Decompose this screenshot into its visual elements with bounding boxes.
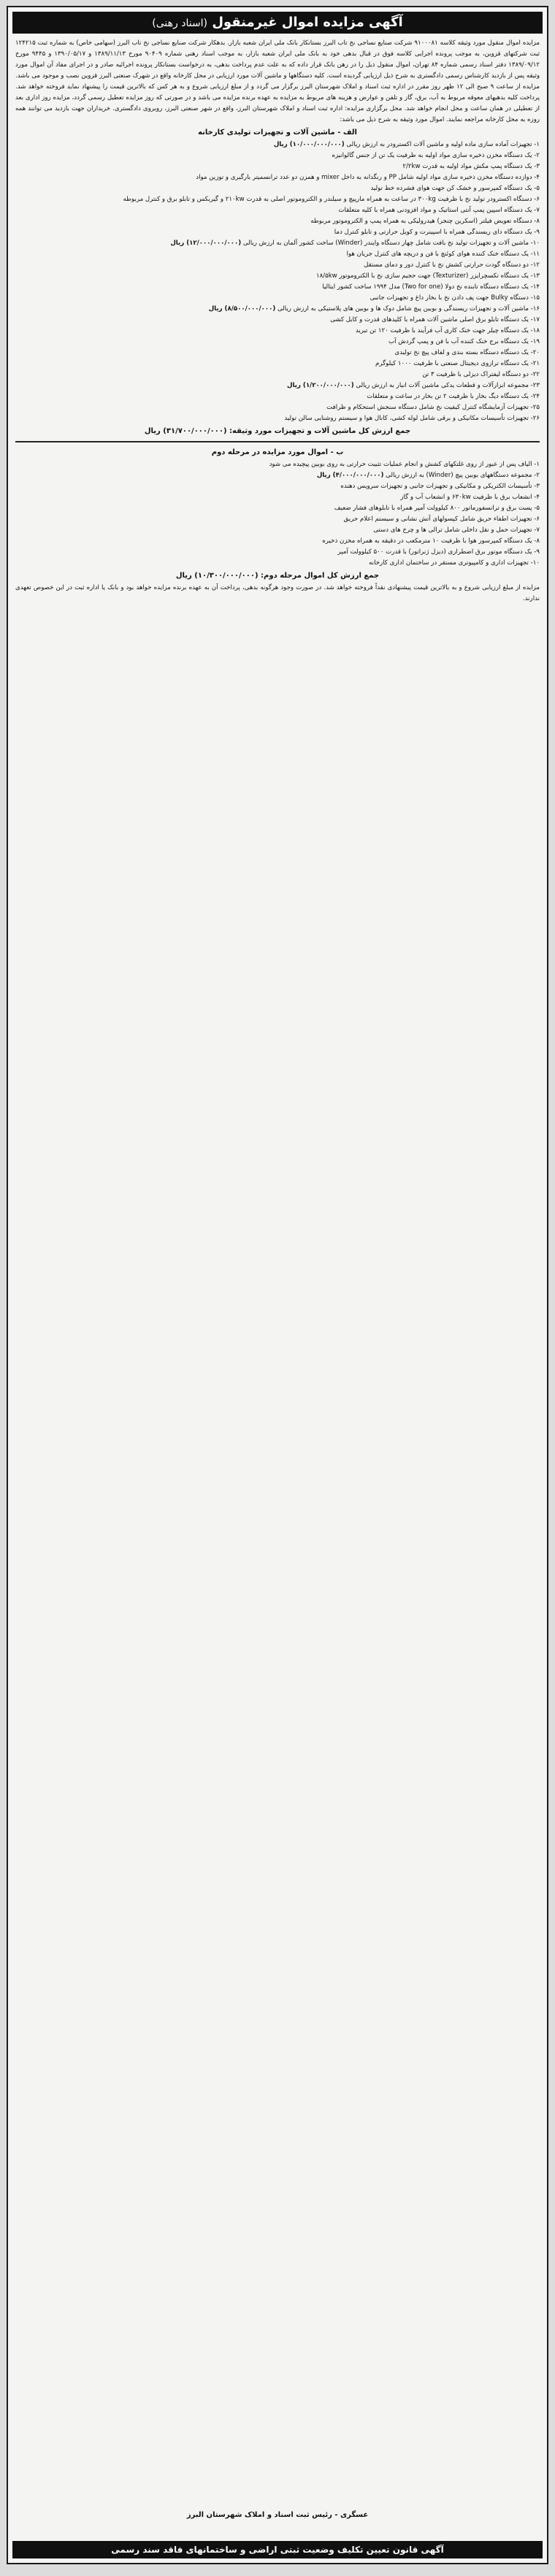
list-item-price: (۱۲/۰۰۰/۰۰۰/۰۰۰) ریال xyxy=(170,239,242,247)
list-item-price: (۱۰/۰۰۰/۰۰۰/۰۰۰) ریال xyxy=(273,141,345,148)
list-item xyxy=(15,326,540,337)
ad-header xyxy=(12,12,543,34)
list-item-text: ۱۰- تجهیزات اداری و کامپیوتری مستقر در ساختمان اداری کارخانه xyxy=(369,559,540,567)
list-item-text: ۲۳- مجموعه ابزارآلات و قطعات یدکی ماشین آلات انبار به ارزش ریالی xyxy=(356,382,540,389)
list-item xyxy=(15,282,540,293)
list-item xyxy=(15,525,540,536)
list-item-text: ۲۲- دو دستگاه لیفتراک دیزلی با ظرفیت ۳ تن xyxy=(422,371,540,378)
list-item xyxy=(15,139,540,150)
ad-signature xyxy=(15,2509,540,2538)
list-item xyxy=(15,183,540,194)
list-item-text: ۵- یک دستگاه کمپرسور و خشک کن جهت هوای فشرده خط تولید xyxy=(370,185,540,192)
list-item-text: ۳- تأسیسات الکتریکی و مکانیکی و تجهیزات جانبی و تجهیزات سرویس دهنده xyxy=(340,483,540,490)
section-divider xyxy=(15,441,540,442)
list-item-text: ۲۵- تجهیزات آزمایشگاه کنترل کیفیت نخ شامل دستگاه سنجش استحکام و ظرافت xyxy=(326,404,540,411)
list-item-text: ۱۰- ماشین آلات و تجهیزات تولید نخ بافت شامل چهار دستگاه وایندر (Winder) ساخت کشور آلمان به ارزش ریالی xyxy=(242,239,540,247)
list-item xyxy=(15,492,540,503)
list-item-text: ۹- یک دستگاه دای ریسندگی همراه با اسپینرت و کویل حرارتی و تابلو کنترل دما xyxy=(334,229,540,236)
list-item-price: (۱/۲۰۰/۰۰۰/۰۰۰) ریال xyxy=(287,382,354,389)
list-item-text: ۴- دوازده دستگاه مخزن ذخیره سازی مواد اولیه شامل PP و رنگدانه به داخل mixer و همزن دو عدد ترانسمیتر بارگیری و توزین مواد xyxy=(196,174,540,181)
closing-paragraph: مزایده از مبلغ ارزیابی شروع و به بالاترین قیمت پیشنهادی نقداً فروخته خواهد شد. در صورت وجود هرگونه بدهی، پرداخت آن به عهده برنده مزایده خواهد بود و بانک یا اداره ثبت در این خصوص تعهدی ندارند. xyxy=(15,584,540,602)
list-item xyxy=(15,402,540,413)
list-item-text: ۱۳- یک دستگاه تکسچرایزر (Texturizer) جهت حجیم سازی نخ با الکتروموتور ۱۸/۵kw xyxy=(315,272,540,280)
list-item xyxy=(15,481,540,492)
list-item xyxy=(15,348,540,359)
list-item xyxy=(15,205,540,216)
list-item-text: ۱۴- یک دستگاه دستگاه تابنده نخ دولا (Two for one) مدل ۱۹۹۴ ساخت کشور ایتالیا xyxy=(322,283,540,291)
list-item-text: ۵- پست برق و ترانسفورماتور ۸۰۰ کیلوولت آمپر همراه با تابلوهای فشار ضعیف xyxy=(334,505,540,512)
total-line: جمع ارزش کل ماشین آلات و تجهیزات مورد وثیقه: (۳۱/۷۰۰/۰۰۰/۰۰۰) ریال xyxy=(144,427,411,435)
list-item-text: ۱۲- دو دستگاه گودت حرارتی کشش نخ با کنترل دور و دمای مستقل xyxy=(364,261,540,269)
intro-paragraph: مزایده اموال منقول مورد وثیقه کلاسه ۹۱۰۰۰۸۱ شرکت صنایع نساجی نخ تاب البرز بستانکار بانک ملی ایران شعبه بازار. بدهکار شرکت صنایع نساجی نخ تاب البرز (سهامی خاص) به شماره ثبت ۱۲۴۲۱۵ ثبت شرکتهای قزوین، به موجب پرونده اجرایی کلاسه فوق در قبال بدهی خود به بانک ملی ایران شعبه بازار، به موجب اسناد رهنی شماره ۹۰۴۰۹ مورخ ۱۳۸۹/۱۱/۱۳ و ۱۳۹۰/۰۵/۱۷ و ۹۴۴۵ مورخ ۱۳۸۹/۰۹/۱۲ دفتر اسناد رسمی شماره ۸۴ تهران، اموال منقول ذیل را در رهن بانک قرار داده که به علت عدم پرداخت بدهی، به درخواست بستانکار پرونده اجرائیه صادر و در اجرای مفاد آن اموال مورد وثیقه پس از بازدید کارشناس رسمی دادگستری به شرح ذیل ارزیابی گردیده است. کلیه دستگاهها و ماشین آلات مورد ارزیابی در محل کارخانه واقع در شهرک صنعتی البرز قزوین نصب و موجود می باشد. مزایده از ساعت ۹ صبح الی ۱۲ ظهر روز مقرر در اداره ثبت اسناد و املاک شهرستان البرز برگزار می گردد و از مبلغ ارزیابی شروع و به هر کس که بالاترین قیمت را پیشنهاد نماید فروخته خواهد شد. پرداخت کلیه بدهیهای معوقه مربوط به آب، برق، گاز و تلفن و عوارض و هزینه های مربوط به مزایده به عهده برنده مزایده می باشد و در صورتی که روز مزایده تعطیل رسمی گردد، مزایده روز اداری بعد از تعطیلی در همان ساعت و محل انجام خواهد شد. محل برگزاری مزایده: اداره ثبت اسناد و املاک شهرستان البرز، واقع در شهر صنعتی البرز، روبروی دادگستری. خریداران جهت بازدید می توانند همه روزه به محل کارخانه مراجعه نمایند. اموال مورد وثیقه به شرح ذیل می باشد: xyxy=(15,39,540,123)
list-item xyxy=(15,315,540,326)
list-item xyxy=(15,470,540,481)
list-item-text: ۲- مجموعه دستگاههای بوبین پیچ (Winder) به ارزش ریالی xyxy=(386,472,540,479)
list-item-text: ۴- انشعاب برق با ظرفیت ۶۳۰kw و انشعاب آب و گاز xyxy=(400,494,540,501)
list-item xyxy=(15,359,540,369)
list-item xyxy=(15,514,540,525)
list-item xyxy=(15,227,540,238)
list-item-price: (۸/۵۰۰/۰۰۰/۰۰۰) ریال xyxy=(208,305,276,313)
list-item-text: ۱۹- یک دستگاه برج خنک کننده آب با فن و پمپ گردش آب xyxy=(388,338,540,345)
list-item-text: ۹- یک دستگاه موتور برق اضطراری (دیزل ژنراتور) با قدرت ۵۰۰ کیلوولت آمپر xyxy=(337,548,540,556)
items-list xyxy=(15,139,540,424)
list-item xyxy=(15,194,540,205)
list-item-text: ۱۸- یک دستگاه چیلر جهت خنک کاری آب فرآیند با ظرفیت ۱۲۰ تن تبرید xyxy=(355,327,540,334)
list-item-price: (۴/۰۰۰/۰۰۰/۰۰۰) ریال xyxy=(316,472,384,479)
list-item xyxy=(15,293,540,304)
list-item-text: ۲۱- یک دستگاه ترازوی دیجیتال صنعتی با ظرفیت ۱۰۰۰ کیلوگرم xyxy=(375,360,540,367)
list-item xyxy=(15,304,540,315)
list-item-text: ۱۱- یک دستگاه خنک کننده هوای کوئنچ با فن و دریچه های کنترل جریان هوا xyxy=(346,250,540,258)
list-item xyxy=(15,172,540,183)
list-item-text: ۱۶- ماشین آلات و تجهیزات ریسندگی و بوبین پیچ شامل دوک ها و بوبین های پلاستیکی به ارزش ریالی xyxy=(278,305,540,313)
list-item xyxy=(15,380,540,391)
list-item xyxy=(15,558,540,569)
list-item xyxy=(15,459,540,470)
list-item-text: ۸- یک دستگاه کمپرسور هوا با ظرفیت ۱۰ مترمکعب در دقیقه به همراه مخزن ذخیره xyxy=(322,537,540,545)
signature-text: عسگری - رئیس ثبت اسناد و املاک شهرستان البرز xyxy=(186,2511,369,2519)
list-item-text: ۳- یک دستگاه پمپ مکش مواد اولیه به قدرت ۲/۲kw xyxy=(402,163,540,170)
section-title-machinery: الف - ماشین آلات و تجهیزات تولیدی کارخانه xyxy=(198,129,357,137)
list-item-text: ۶- دستگاه اکسترودر تولید نخ با ظرفیت ۳۰۰kg در ساعت به همراه مارپیچ و سیلندر و الکتروموتور اصلی به قدرت ۲۱۰kw و گیربکس و تابلو برق و کنترل مربوطه xyxy=(123,196,540,203)
list-item xyxy=(15,369,540,380)
list-item-text: ۱۷- یک دستگاه تابلو برق اصلی ماشین آلات همراه با کلیدهای قدرت و کابل کشی xyxy=(330,316,540,323)
list-item xyxy=(15,260,540,271)
list-item-text: ۱- الیاف پس از عبور از روی غلتکهای کشش و انجام عملیات تثبیت حرارتی به روی بوبین پیچیده می شود xyxy=(269,461,540,468)
list-item xyxy=(15,547,540,558)
list-item xyxy=(15,536,540,547)
ad-sheet xyxy=(7,6,548,2564)
list-item xyxy=(15,249,540,260)
list-item-text: ۲۰- یک دستگاه دستگاه بسته بندی و لفاف پیچ نخ تولیدی xyxy=(394,349,540,356)
next-ad-title: آگهی قانون تعیین تکلیف وضعیت ثبتی اراضی و ساختمانهای فاقد سند رسمی xyxy=(111,2545,444,2555)
list-item xyxy=(15,503,540,514)
list-item xyxy=(15,238,540,249)
list-item-text: ۸- دستگاه تعویض فیلتر (اسکرین چنجر) هیدرولیکی به همراه پمپ و الکتروموتور مربوطه xyxy=(310,218,540,225)
list-item-text: ۷- تجهیزات حمل و نقل داخلی شامل ترالی ها و چرخ های دستی xyxy=(373,526,540,534)
section-title-second: ب - اموال مورد مزایده در مرحله دوم xyxy=(211,448,344,456)
list-item xyxy=(15,216,540,227)
list-item xyxy=(15,337,540,348)
list-item xyxy=(15,150,540,161)
list-item-text: ۲۶- تجهیزات تأسیسات مکانیکی و برقی شامل لوله کشی، کانال هوا و سیستم روشنایی سالن تولید xyxy=(284,415,540,422)
list-item xyxy=(15,413,540,424)
list-item xyxy=(15,161,540,172)
items-list-second xyxy=(15,459,540,569)
list-item-text: ۱۵- دستگاه Bulky جهت پف دادن نخ با بخار داغ و تجهیزات جانبی xyxy=(370,294,540,302)
next-ad-title-bar xyxy=(12,2541,543,2558)
total-line-second: جمع ارزش کل اموال مرحله دوم: (۱۰/۳۰۰/۰۰۰/۰۰۰) ریال xyxy=(175,572,380,580)
ad-title: آگهی مزایده اموال غیرمنقول xyxy=(212,15,403,30)
ad-body xyxy=(15,38,540,2506)
list-item xyxy=(15,391,540,402)
list-item-text: ۱- تجهیزات آماده سازی ماده اولیه و ماشین آلات اکسترودر به ارزش ریالی xyxy=(346,141,540,148)
ad-subtitle: (اسناد رهنی) xyxy=(152,18,208,29)
list-item-text: ۲۴- یک دستگاه دیگ بخار با ظرفیت ۲ تن بخار در ساعت و متعلقات xyxy=(367,393,540,400)
list-item-text: ۲- یک دستگاه مخزن ذخیره سازی مواد اولیه به ظرفیت یک تن از جنس گالوانیزه xyxy=(332,152,540,159)
list-item-text: ۶- تجهیزات اطفاء حریق شامل کپسولهای آتش نشانی و سیستم اعلام حریق xyxy=(343,515,540,523)
list-item-text: ۷- یک دستگاه اسپین پمپ آنتی استاتیک و مواد افزودنی همراه با کلیه متعلقات xyxy=(338,207,540,214)
list-item xyxy=(15,271,540,282)
